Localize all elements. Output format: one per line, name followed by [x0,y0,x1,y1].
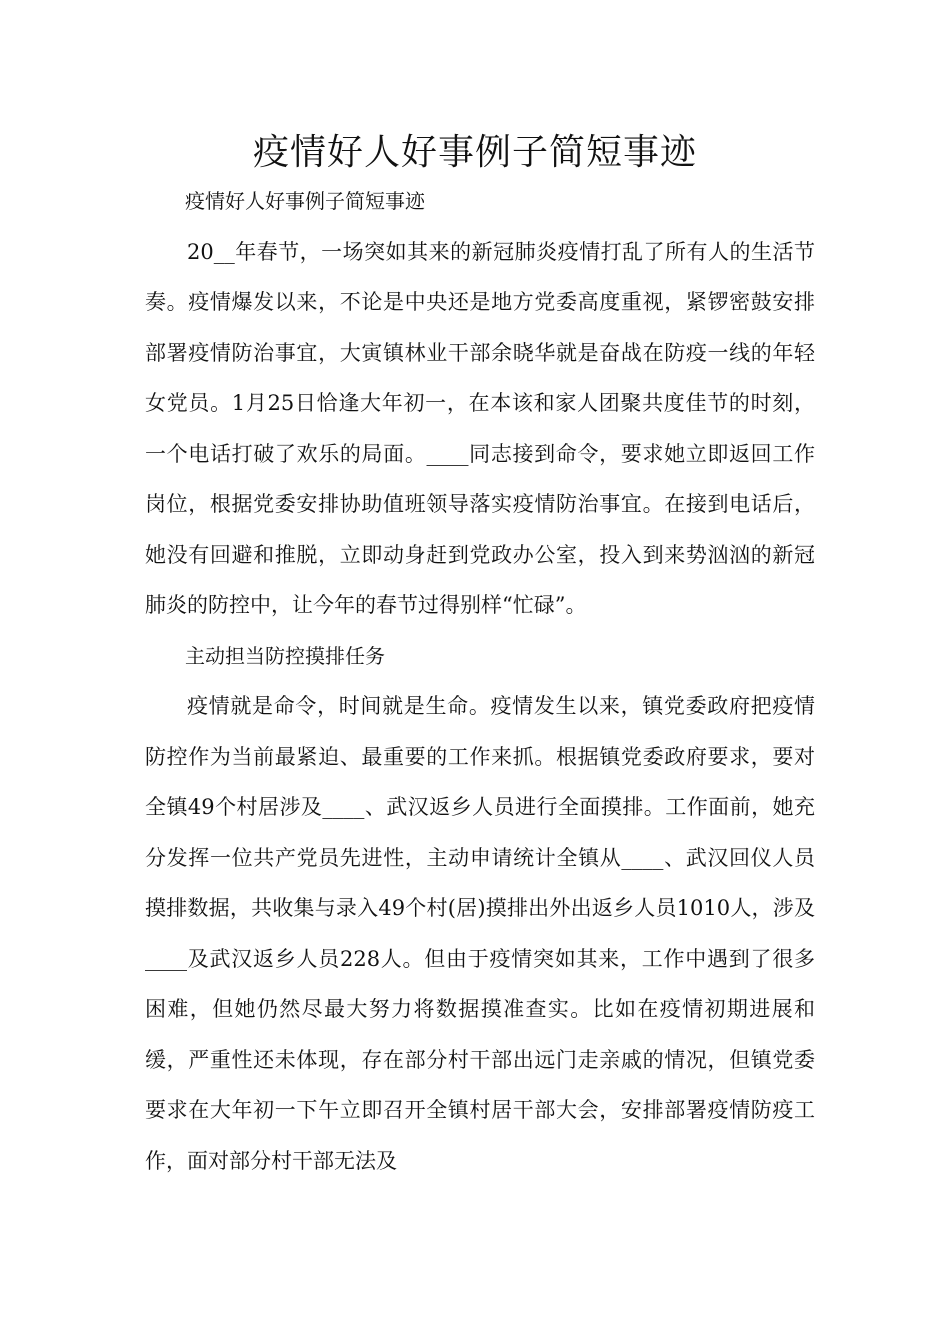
document-body [145,176,815,1186]
document-title: 疫情好人好事例子简短事迹 [252,132,697,173]
paragraph-section-1: 疫情就是命令，时间就是生命。疫情发生以来，镇党委政府把疫情防控作为当前最紧迫、最重要的工作来抓。根据镇党委政府要求，要对全镇49个村居涉及____、武汉返乡人员进行全面摸排。工作面前，她充分发挥一位共产党员先进性，主动申请统计全镇从____、武汉回仪人员摸排数据，共收集与录入49个村(居)摸排出外出返乡人员1010人，涉及____及武汉返乡人员228人。但由于疫情突如其来，工作中遇到了很多困难，但她仍然尽最大努力将数据摸准查实。比如在疫情初期进展和缓，严重性还未体现，存在部分村干部出远门走亲戚的情况，但镇党委要求在大年初一下午立即召开全镇村居干部大会，安排部署疫情防疫工作，面对部分村干部无法及 [145,694,815,1173]
section-heading: 主动担当防控摸排任务 [185,643,385,668]
paragraph-intro: 20__年春节，一场突如其来的新冠肺炎疫情打乱了所有人的生活节奏。疫情爆发以来，不论是中央还是地方党委高度重视，紧锣密鼓安排部署疫情防治事宜，大寅镇林业干部余晓华就是奋战在防疫一线的年轻女党员。1月25日恰逢大年初一，在本该和家人团聚共度佳节的时刻，一个电话打破了欢乐的局面。____同志接到命令，要求她立即返回工作岗位，根据党委安排协助值班领导落实疫情防治事宜。在接到电话后，她没有回避和推脱，立即动身赶到党政办公室，投入到来势汹汹的新冠肺炎的防控中，让今年的春节过得别样“忙碌”。 [145,239,815,617]
document-subtitle: 疫情好人好事例子简短事迹 [185,189,425,213]
